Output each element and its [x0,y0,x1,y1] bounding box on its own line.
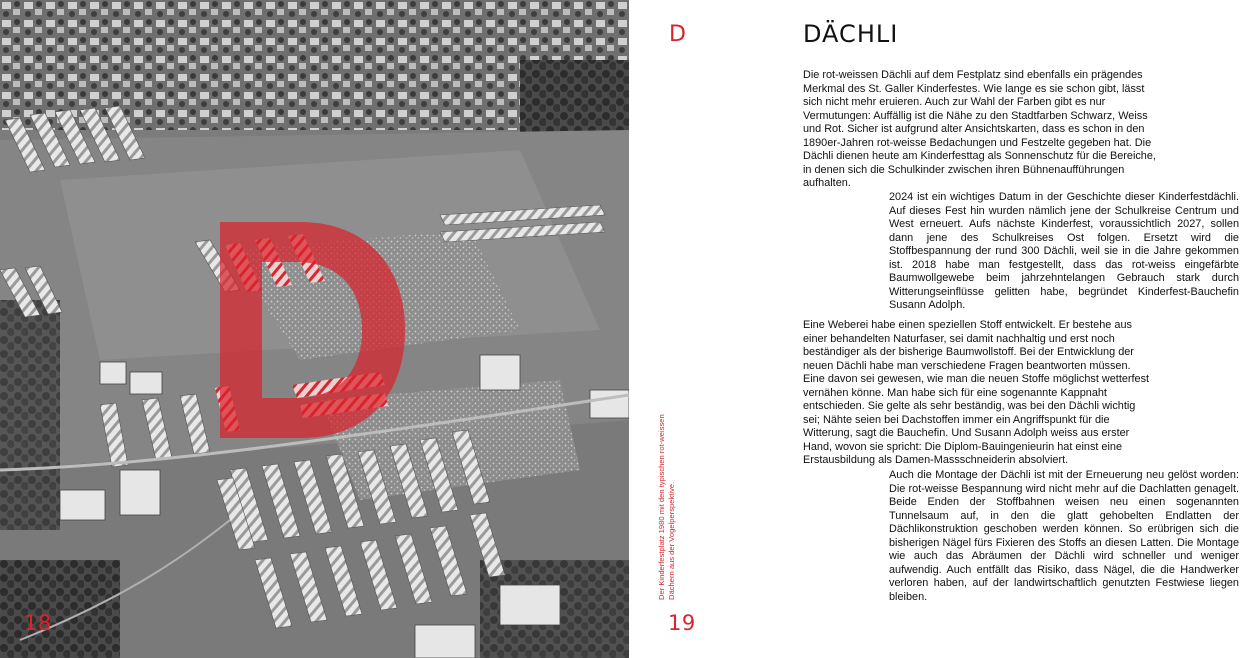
paragraph-3: Eine Weberei habe einen speziellen Stoff entwickelt. Er bestehe aus einer behandelten Naturfaser, sei damit nachhaltig und erst noch beständiger als der bisherige Baumwollstoff. Bei der Entwicklung der neuen Dächli habe man verschiedene Fragen beantworten müssen. Eine davon sei gewesen, wie man die neuen Stoffe möglichst wetterfest vernähen könne. Man habe sich für eine sogenannte Kappnaht entschieden. Sie gelte als sehr beständig, was bei den Dächli wichtig sei; Nähte seien bei Dachstoffen immer ein Angriffspunkt für die Witterung, sagt die Bauchefin. Und Susann Adolph weiss aus erster Hand, wovon sie spricht: Die Diplom-Bauingenieurin hat einst eine Erstausbildung als Damen-Massschneiderin absolviert. [803,319,1150,466]
photo-caption: Der Kinderfestplatz 1980 mit den typischen rot-weissen Dächern aus der Vogelperspektive. [657,414,676,600]
page-number-right: 19 [668,611,696,635]
page-title: DÄCHLI [803,20,899,48]
page-number-left: 18 [24,611,52,635]
paragraph-4: Auch die Montage der Dächli ist mit der Erneuerung neu gelöst worden: Die rot-weisse Bespannung wird nicht mehr auf die Dachlatten genagelt. Beide Enden der Stoffbahnen weisen neu einen sogenannten Tunnelsaum auf, in den die glatt gehobelten Endlatten der Dächlikonstruktion geschoben werden können. So erübrigen sich die bisherigen Nägel fürs Fixieren des Stoffs an diesen Latten. Die Montage wie auch das Abräumen der Dächli wird schneller und weniger aufwendig. Auch entfällt das Risiko, dass Nägel, die die Handwerker verloren haben, auf der landwirtschaftlich genutzten Festwiese liegen bleiben. [889,469,1239,603]
paragraph-1: Die rot-weissen Dächli auf dem Festplatz sind ebenfalls ein prägendes Merkmal des St. Galler Kinderfestes. Wie lange es sie schon gibt, lässt sich nicht mehr eruieren. Auch zur Wahl der Farben gibt es nur Vermutungen: Auffällig ist die Nähe zu den Stadtfarben Schwarz, Weiss und Rot. Sicher ist aufgrund alter Ansichtskarten, dass es schon in den 1890er-Jahren rot-weisse Bedachungen und Festzelte gegeben hat. Die Dächli dienen heute am Kinderfesttag als Sonnenschutz für die Bereiche, in denen sich die Schulkinder zwischen ihren Bühnenaufführungen aufhalten. [803,69,1156,189]
aerial-photo [0,0,629,658]
paragraph-2: 2024 ist ein wichtiges Datum in der Geschichte dieser Kinderfestdächli. Auf dieses Fest hin wurden nämlich jene der Schulkreise Centrum und West erneuert. Aufs nächste Kinderfest, voraussichtlich 2027, sollen dann jene des Schulkreises Ost folgen. Ersetzt wird die Stoffbespannung der rund 300 Dächli, weil sie in die Jahre gekommen ist. 2018 habe man festgestellt, dass das rot-weiss eingefärbte Baumwollgewebe beim jahrzehntelangen Gebrauch stark durch Witterungseinflüsse gelitten habe, begründet Kinderfest-Bauchefin Susann Adolph. [889,191,1239,311]
chapter-letter: D [669,22,686,47]
aerial-festival-grounds-image [0,0,629,658]
